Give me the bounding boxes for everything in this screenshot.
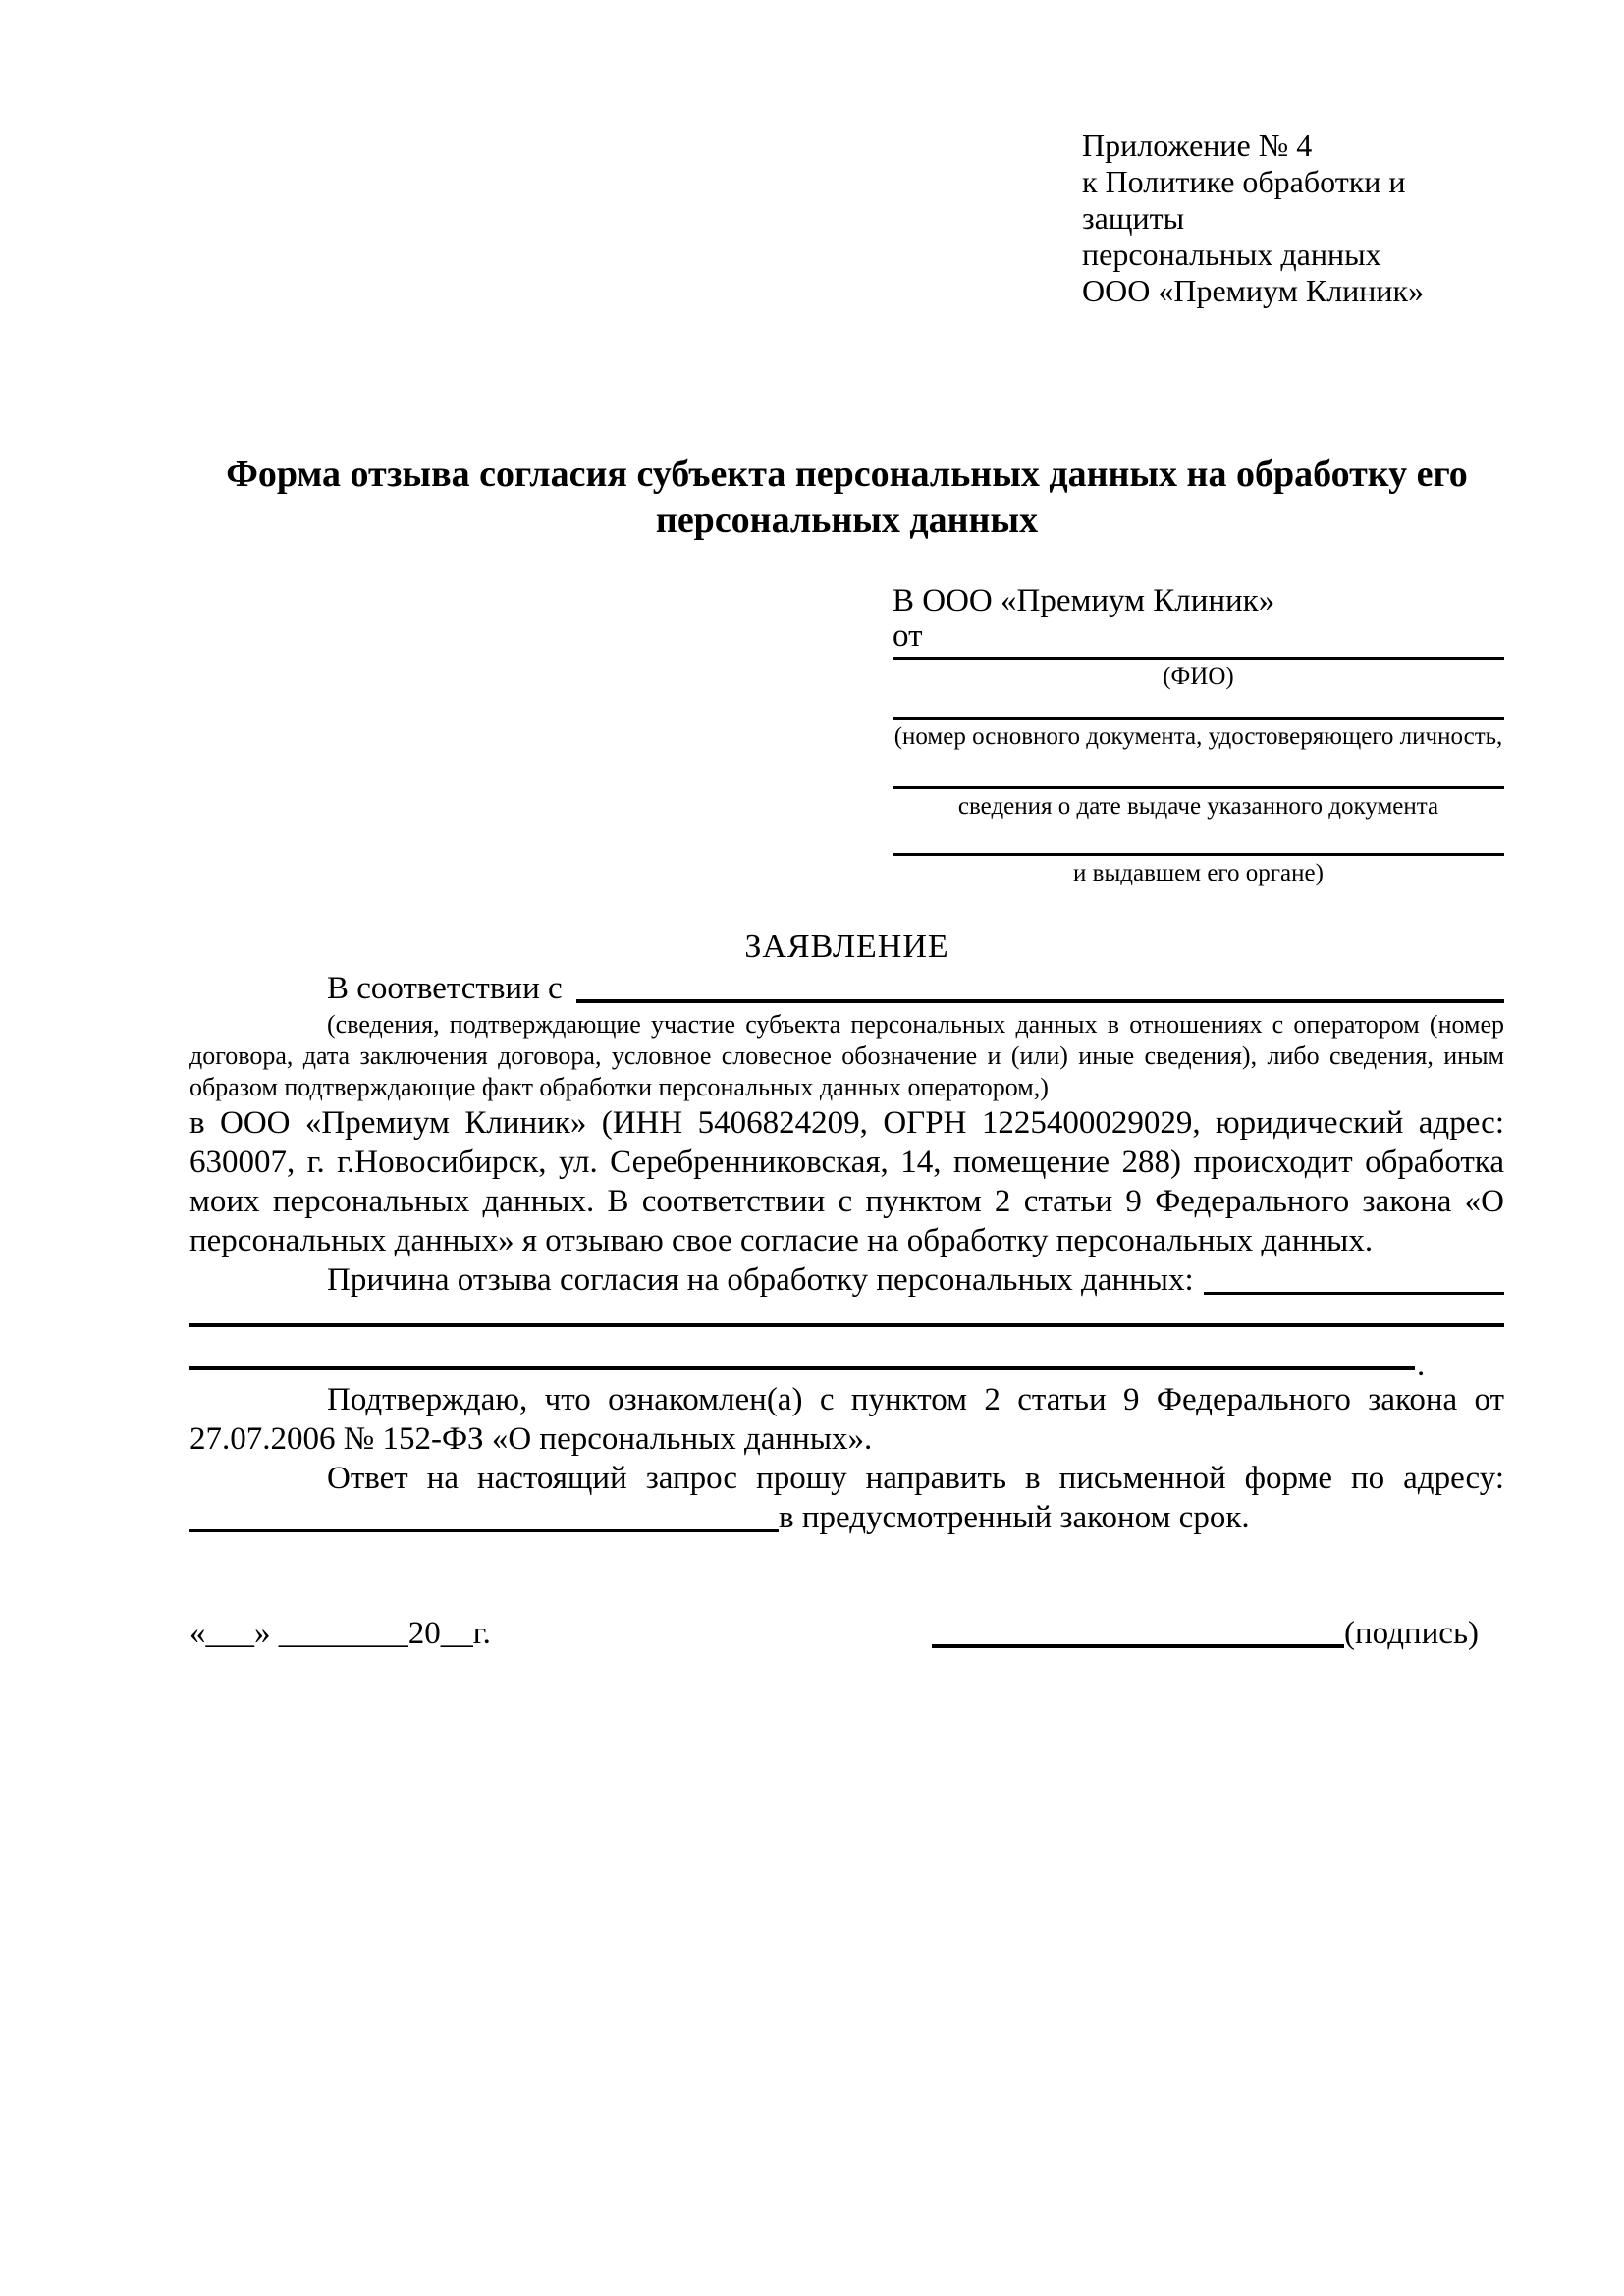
document-number-blank-line: [893, 717, 1504, 720]
statement-body: в ООО «Премиум Клиник» (ИНН 5406824209, ОГРН 1225400029029, юридический адрес: 630007, г. г.Новосибирск, ул. Серебренниковская, 14, помещение 288) происходит обработка моих персональных данных. В соответствии с пунктом 2 статьи 9 Федерального закона «О персональных данных» я отзываю свое согласие на обработку персональных данных.: [189, 1105, 1504, 1258]
date-blank: «___» ________20__г.: [189, 1616, 491, 1651]
annex-line: персональных данных: [1082, 237, 1381, 272]
reply-address-blank-line: [189, 1529, 779, 1532]
footer-row: [189, 1614, 1504, 1653]
confirmation-paragraph: Подтверждаю, что ознакомлен(а) с пунктом 2 статьи 9 Федерального закона от 27.07.2006 № 152-ФЗ «О персональных данных».: [189, 1382, 1504, 1457]
reply-suffix: в предусмотренный законом срок.: [779, 1500, 1250, 1535]
addressee-block: [893, 583, 1504, 887]
field-issuing-authority: [893, 853, 1504, 887]
intro-blank-line: [576, 968, 1504, 1003]
annex-header: [1082, 128, 1504, 309]
reason-continuation-line-2: [189, 1348, 1504, 1383]
issue-date-blank-line: [893, 786, 1504, 789]
addressee-to: В ООО «Премиум Клиник»: [893, 583, 1275, 618]
reason-continuation-line-1: [189, 1323, 1504, 1327]
field-fio: [893, 657, 1504, 691]
signature-group: [932, 1614, 1479, 1653]
reply-request-paragraph: Ответ на настоящий запрос прошу направить в письменной форме по адресу:: [327, 1461, 1504, 1496]
intro-footnote: (сведения, подтверждающие участие субъекта персональных данных в отношениях с оператором (номер договора, дата заключения договора, условное словесное обозначение и (или) иные сведения), либо сведения, иным образом подтверждающие факт обработки персональных данных оператором,): [189, 1010, 1504, 1101]
annex-line: ООО «Премиум Клиник»: [1082, 273, 1425, 308]
fio-blank-line: [893, 657, 1504, 660]
issue-date-caption: сведения о дате выдаче указанного документа: [957, 793, 1439, 820]
line-end-period: .: [1416, 1348, 1426, 1383]
signature-caption: (подпись): [1344, 1616, 1479, 1651]
document-number-caption: (номер основного документа, удостоверяющего личность,: [893, 723, 1503, 750]
statement-heading: ЗАЯВЛЕНИЕ: [744, 929, 949, 965]
reason-label: Причина отзыва согласия на обработку персональных данных:: [327, 1262, 1194, 1298]
reason-continuation-line-2-rule: [189, 1366, 1415, 1370]
addressee-from: от: [893, 618, 923, 654]
intro-prefix: В соответствии с: [327, 971, 563, 1006]
annex-line: к Политике обработки и защиты: [1082, 164, 1406, 236]
signature-blank-line: [932, 1644, 1344, 1648]
issuing-authority-caption: и выдавшем его органе): [1073, 860, 1324, 886]
annex-line: Приложение № 4: [1082, 128, 1313, 163]
reply-address-row: [189, 1498, 1504, 1537]
intro-row: [189, 968, 1504, 1009]
field-issue-date: [893, 786, 1504, 821]
reason-blank-line: [1204, 1260, 1504, 1295]
reason-row: [189, 1260, 1504, 1300]
document-title: Форма отзыва согласия субъекта персональных данных на обработку его персональных данных: [226, 454, 1468, 541]
fio-caption: (ФИО): [1163, 664, 1234, 690]
issuing-authority-blank-line: [893, 853, 1504, 856]
field-document-number: [893, 717, 1504, 751]
